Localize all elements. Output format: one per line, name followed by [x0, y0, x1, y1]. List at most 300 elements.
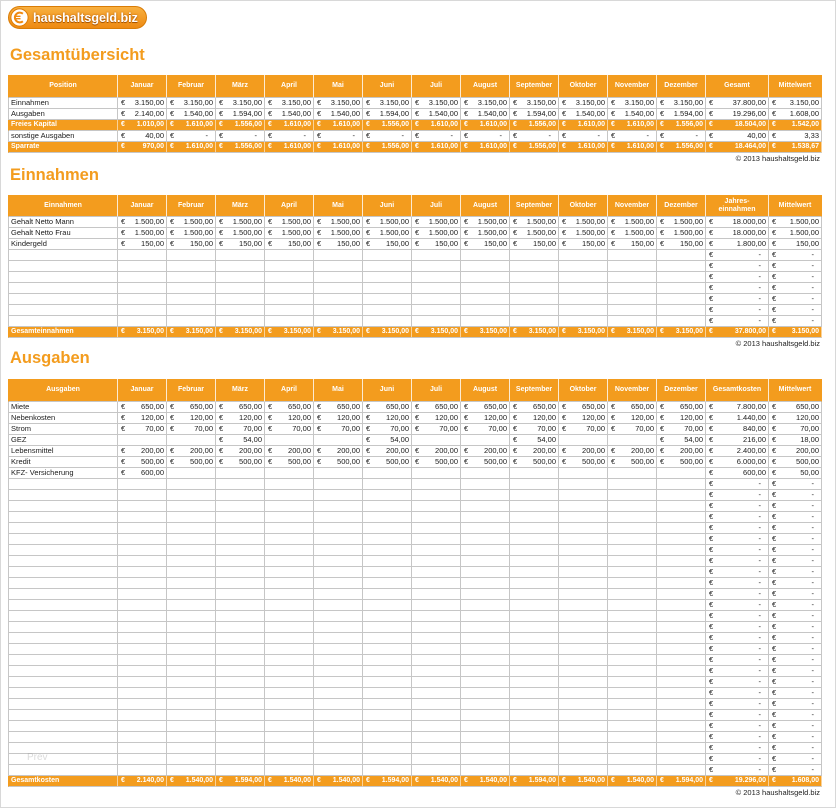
month-cell[interactable]	[657, 109, 706, 120]
month-cell[interactable]	[167, 721, 216, 732]
month-cell[interactable]	[510, 217, 559, 228]
month-cell[interactable]	[510, 688, 559, 699]
month-cell[interactable]	[657, 316, 706, 327]
column-header[interactable]: Juni	[363, 75, 412, 98]
month-cell[interactable]	[363, 327, 412, 338]
month-cell[interactable]	[412, 556, 461, 567]
month-cell[interactable]	[510, 677, 559, 688]
month-cell[interactable]	[314, 250, 363, 261]
month-cell[interactable]	[167, 490, 216, 501]
average-cell[interactable]	[769, 402, 822, 413]
month-cell[interactable]	[265, 776, 314, 787]
month-cell[interactable]	[216, 501, 265, 512]
month-cell[interactable]	[216, 754, 265, 765]
average-cell[interactable]	[769, 294, 822, 305]
month-cell[interactable]	[412, 261, 461, 272]
average-cell[interactable]	[769, 490, 822, 501]
month-cell[interactable]	[314, 743, 363, 754]
month-cell[interactable]	[608, 556, 657, 567]
month-cell[interactable]	[461, 710, 510, 721]
month-cell[interactable]	[461, 677, 510, 688]
average-cell[interactable]	[769, 446, 822, 457]
month-cell[interactable]	[608, 424, 657, 435]
month-cell[interactable]	[167, 523, 216, 534]
year-total-cell[interactable]	[706, 294, 769, 305]
month-cell[interactable]	[216, 732, 265, 743]
month-cell[interactable]	[412, 567, 461, 578]
month-cell[interactable]	[608, 490, 657, 501]
month-cell[interactable]	[412, 327, 461, 338]
month-cell[interactable]	[657, 228, 706, 239]
month-cell[interactable]	[608, 765, 657, 776]
column-header[interactable]: Januar	[118, 195, 167, 217]
month-cell[interactable]	[167, 567, 216, 578]
column-header[interactable]: April	[265, 379, 314, 402]
month-cell[interactable]	[510, 131, 559, 142]
month-cell[interactable]	[608, 261, 657, 272]
month-cell[interactable]	[167, 622, 216, 633]
month-cell[interactable]	[412, 611, 461, 622]
month-cell[interactable]	[118, 710, 167, 721]
month-cell[interactable]	[167, 479, 216, 490]
month-cell[interactable]	[657, 272, 706, 283]
month-cell[interactable]	[314, 446, 363, 457]
row-label-cell[interactable]	[8, 283, 118, 294]
average-cell[interactable]	[769, 228, 822, 239]
month-cell[interactable]	[461, 120, 510, 131]
month-cell[interactable]	[461, 446, 510, 457]
month-cell[interactable]	[510, 622, 559, 633]
month-cell[interactable]	[118, 556, 167, 567]
month-cell[interactable]	[314, 402, 363, 413]
month-cell[interactable]	[363, 468, 412, 479]
month-cell[interactable]	[510, 644, 559, 655]
month-cell[interactable]	[510, 699, 559, 710]
month-cell[interactable]	[363, 688, 412, 699]
month-cell[interactable]	[412, 131, 461, 142]
month-cell[interactable]	[461, 305, 510, 316]
month-cell[interactable]	[461, 545, 510, 556]
month-cell[interactable]	[510, 655, 559, 666]
month-cell[interactable]	[216, 424, 265, 435]
month-cell[interactable]	[216, 677, 265, 688]
month-cell[interactable]	[461, 732, 510, 743]
month-cell[interactable]	[314, 644, 363, 655]
prev-button[interactable]: Prev	[27, 752, 48, 763]
month-cell[interactable]	[363, 732, 412, 743]
month-cell[interactable]	[314, 435, 363, 446]
month-cell[interactable]	[265, 600, 314, 611]
average-cell[interactable]	[769, 666, 822, 677]
month-cell[interactable]	[363, 512, 412, 523]
month-cell[interactable]	[608, 283, 657, 294]
column-header[interactable]: Februar	[167, 379, 216, 402]
average-cell[interactable]	[769, 633, 822, 644]
month-cell[interactable]	[363, 217, 412, 228]
month-cell[interactable]	[412, 402, 461, 413]
month-cell[interactable]	[608, 611, 657, 622]
month-cell[interactable]	[461, 776, 510, 787]
month-cell[interactable]	[412, 534, 461, 545]
month-cell[interactable]	[167, 402, 216, 413]
row-label-cell[interactable]	[8, 567, 118, 578]
month-cell[interactable]	[167, 677, 216, 688]
month-cell[interactable]	[510, 468, 559, 479]
column-header[interactable]: Mittelwert	[769, 195, 822, 217]
month-cell[interactable]	[118, 294, 167, 305]
month-cell[interactable]	[412, 250, 461, 261]
month-cell[interactable]	[314, 327, 363, 338]
column-header[interactable]: September	[510, 195, 559, 217]
month-cell[interactable]	[118, 567, 167, 578]
month-cell[interactable]	[461, 316, 510, 327]
average-cell[interactable]	[769, 732, 822, 743]
month-cell[interactable]	[216, 468, 265, 479]
month-cell[interactable]	[657, 490, 706, 501]
month-cell[interactable]	[461, 633, 510, 644]
column-header[interactable]: März	[216, 379, 265, 402]
month-cell[interactable]	[461, 721, 510, 732]
month-cell[interactable]	[314, 217, 363, 228]
month-cell[interactable]	[314, 413, 363, 424]
average-cell[interactable]	[769, 501, 822, 512]
month-cell[interactable]	[363, 250, 412, 261]
month-cell[interactable]	[265, 479, 314, 490]
year-total-cell[interactable]	[706, 699, 769, 710]
month-cell[interactable]	[363, 677, 412, 688]
month-cell[interactable]	[608, 228, 657, 239]
month-cell[interactable]	[265, 743, 314, 754]
row-label-cell[interactable]: KFZ- Versicherung	[8, 468, 118, 479]
month-cell[interactable]	[314, 633, 363, 644]
month-cell[interactable]	[461, 512, 510, 523]
month-cell[interactable]	[363, 457, 412, 468]
month-cell[interactable]	[608, 710, 657, 721]
month-cell[interactable]	[363, 131, 412, 142]
month-cell[interactable]	[118, 250, 167, 261]
month-cell[interactable]	[510, 283, 559, 294]
month-cell[interactable]	[608, 479, 657, 490]
month-cell[interactable]	[167, 743, 216, 754]
month-cell[interactable]	[608, 743, 657, 754]
month-cell[interactable]	[461, 688, 510, 699]
month-cell[interactable]	[265, 501, 314, 512]
month-cell[interactable]	[265, 622, 314, 633]
year-total-cell[interactable]	[706, 424, 769, 435]
month-cell[interactable]	[118, 131, 167, 142]
month-cell[interactable]	[118, 688, 167, 699]
month-cell[interactable]	[265, 655, 314, 666]
month-cell[interactable]	[314, 765, 363, 776]
month-cell[interactable]	[608, 578, 657, 589]
column-header[interactable]: Position	[8, 75, 118, 98]
month-cell[interactable]	[167, 534, 216, 545]
month-cell[interactable]	[412, 545, 461, 556]
month-cell[interactable]	[412, 743, 461, 754]
month-cell[interactable]	[559, 228, 608, 239]
month-cell[interactable]	[363, 272, 412, 283]
month-cell[interactable]	[265, 294, 314, 305]
column-header[interactable]: März	[216, 195, 265, 217]
month-cell[interactable]	[265, 545, 314, 556]
month-cell[interactable]	[216, 611, 265, 622]
month-cell[interactable]	[559, 545, 608, 556]
month-cell[interactable]	[412, 272, 461, 283]
row-label-cell[interactable]: Strom	[8, 424, 118, 435]
month-cell[interactable]	[167, 512, 216, 523]
month-cell[interactable]	[265, 754, 314, 765]
month-cell[interactable]	[363, 699, 412, 710]
month-cell[interactable]	[118, 228, 167, 239]
month-cell[interactable]	[265, 283, 314, 294]
year-total-cell[interactable]	[706, 710, 769, 721]
month-cell[interactable]	[167, 688, 216, 699]
month-cell[interactable]	[559, 446, 608, 457]
month-cell[interactable]	[118, 655, 167, 666]
month-cell[interactable]	[412, 644, 461, 655]
month-cell[interactable]	[510, 490, 559, 501]
row-label-cell[interactable]: Lebensmittel	[8, 446, 118, 457]
month-cell[interactable]	[167, 644, 216, 655]
month-cell[interactable]	[167, 131, 216, 142]
average-cell[interactable]	[769, 435, 822, 446]
average-cell[interactable]	[769, 250, 822, 261]
row-label-cell[interactable]	[8, 743, 118, 754]
month-cell[interactable]	[265, 424, 314, 435]
month-cell[interactable]	[314, 754, 363, 765]
month-cell[interactable]	[363, 644, 412, 655]
month-cell[interactable]	[167, 732, 216, 743]
month-cell[interactable]	[461, 578, 510, 589]
row-label-cell[interactable]	[8, 611, 118, 622]
column-header[interactable]: Mai	[314, 195, 363, 217]
month-cell[interactable]	[510, 534, 559, 545]
month-cell[interactable]	[657, 567, 706, 578]
month-cell[interactable]	[657, 578, 706, 589]
month-cell[interactable]	[657, 743, 706, 754]
month-cell[interactable]	[363, 600, 412, 611]
month-cell[interactable]	[216, 589, 265, 600]
month-cell[interactable]	[118, 413, 167, 424]
month-cell[interactable]	[657, 721, 706, 732]
month-cell[interactable]	[363, 776, 412, 787]
month-cell[interactable]	[510, 98, 559, 109]
month-cell[interactable]	[510, 545, 559, 556]
month-cell[interactable]	[216, 688, 265, 699]
month-cell[interactable]	[608, 523, 657, 534]
month-cell[interactable]	[559, 644, 608, 655]
month-cell[interactable]	[608, 732, 657, 743]
average-cell[interactable]	[769, 131, 822, 142]
year-total-cell[interactable]	[706, 98, 769, 109]
month-cell[interactable]	[216, 316, 265, 327]
row-label-cell[interactable]	[8, 501, 118, 512]
column-header[interactable]: April	[265, 75, 314, 98]
month-cell[interactable]	[657, 523, 706, 534]
average-cell[interactable]	[769, 655, 822, 666]
month-cell[interactable]	[559, 688, 608, 699]
month-cell[interactable]	[461, 131, 510, 142]
month-cell[interactable]	[167, 294, 216, 305]
month-cell[interactable]	[216, 600, 265, 611]
year-total-cell[interactable]	[706, 142, 769, 153]
row-label-cell[interactable]: Ausgaben	[8, 109, 118, 120]
month-cell[interactable]	[363, 228, 412, 239]
year-total-cell[interactable]	[706, 644, 769, 655]
month-cell[interactable]	[510, 120, 559, 131]
month-cell[interactable]	[216, 446, 265, 457]
month-cell[interactable]	[363, 556, 412, 567]
month-cell[interactable]	[216, 294, 265, 305]
month-cell[interactable]	[265, 534, 314, 545]
month-cell[interactable]	[265, 250, 314, 261]
row-label-cell[interactable]: Gehalt Netto Mann	[8, 217, 118, 228]
column-header[interactable]: Februar	[167, 75, 216, 98]
month-cell[interactable]	[657, 435, 706, 446]
average-cell[interactable]	[769, 479, 822, 490]
year-total-cell[interactable]	[706, 228, 769, 239]
month-cell[interactable]	[461, 239, 510, 250]
month-cell[interactable]	[363, 424, 412, 435]
row-label-cell[interactable]	[8, 305, 118, 316]
month-cell[interactable]	[363, 622, 412, 633]
year-total-cell[interactable]	[706, 721, 769, 732]
row-label-cell[interactable]	[8, 600, 118, 611]
month-cell[interactable]	[314, 776, 363, 787]
month-cell[interactable]	[167, 633, 216, 644]
month-cell[interactable]	[265, 567, 314, 578]
month-cell[interactable]	[461, 622, 510, 633]
month-cell[interactable]	[559, 754, 608, 765]
month-cell[interactable]	[167, 545, 216, 556]
column-header[interactable]: Oktober	[559, 195, 608, 217]
month-cell[interactable]	[461, 272, 510, 283]
month-cell[interactable]	[608, 600, 657, 611]
month-cell[interactable]	[314, 501, 363, 512]
month-cell[interactable]	[314, 131, 363, 142]
row-label-cell[interactable]	[8, 250, 118, 261]
row-label-cell[interactable]	[8, 732, 118, 743]
row-label-cell[interactable]	[8, 294, 118, 305]
month-cell[interactable]	[461, 589, 510, 600]
row-label-cell[interactable]	[8, 261, 118, 272]
month-cell[interactable]	[510, 512, 559, 523]
month-cell[interactable]	[657, 688, 706, 699]
month-cell[interactable]	[559, 261, 608, 272]
column-header[interactable]: November	[608, 75, 657, 98]
month-cell[interactable]	[510, 228, 559, 239]
month-cell[interactable]	[657, 699, 706, 710]
month-cell[interactable]	[608, 131, 657, 142]
month-cell[interactable]	[559, 316, 608, 327]
month-cell[interactable]	[216, 272, 265, 283]
month-cell[interactable]	[412, 677, 461, 688]
column-header[interactable]: Juli	[412, 379, 461, 402]
year-total-cell[interactable]	[706, 468, 769, 479]
month-cell[interactable]	[216, 776, 265, 787]
month-cell[interactable]	[510, 294, 559, 305]
month-cell[interactable]	[167, 98, 216, 109]
month-cell[interactable]	[510, 732, 559, 743]
month-cell[interactable]	[461, 435, 510, 446]
month-cell[interactable]	[314, 109, 363, 120]
month-cell[interactable]	[314, 622, 363, 633]
month-cell[interactable]	[118, 501, 167, 512]
month-cell[interactable]	[265, 109, 314, 120]
year-total-cell[interactable]	[706, 446, 769, 457]
month-cell[interactable]	[265, 457, 314, 468]
month-cell[interactable]	[265, 666, 314, 677]
month-cell[interactable]	[657, 327, 706, 338]
month-cell[interactable]	[657, 446, 706, 457]
month-cell[interactable]	[363, 294, 412, 305]
year-total-cell[interactable]	[706, 435, 769, 446]
month-cell[interactable]	[118, 545, 167, 556]
average-cell[interactable]	[769, 217, 822, 228]
month-cell[interactable]	[118, 512, 167, 523]
month-cell[interactable]	[314, 239, 363, 250]
column-header[interactable]: Oktober	[559, 75, 608, 98]
month-cell[interactable]	[363, 239, 412, 250]
month-cell[interactable]	[314, 721, 363, 732]
month-cell[interactable]	[657, 754, 706, 765]
month-cell[interactable]	[167, 142, 216, 153]
month-cell[interactable]	[608, 567, 657, 578]
month-cell[interactable]	[265, 131, 314, 142]
average-cell[interactable]	[769, 699, 822, 710]
month-cell[interactable]	[559, 217, 608, 228]
month-cell[interactable]	[559, 457, 608, 468]
month-cell[interactable]	[510, 457, 559, 468]
month-cell[interactable]	[363, 754, 412, 765]
row-label-cell[interactable]	[8, 622, 118, 633]
month-cell[interactable]	[363, 765, 412, 776]
month-cell[interactable]	[412, 721, 461, 732]
month-cell[interactable]	[412, 512, 461, 523]
row-label-cell[interactable]	[8, 578, 118, 589]
year-total-cell[interactable]	[706, 501, 769, 512]
month-cell[interactable]	[216, 435, 265, 446]
month-cell[interactable]	[412, 699, 461, 710]
average-cell[interactable]	[769, 677, 822, 688]
month-cell[interactable]	[118, 283, 167, 294]
column-header[interactable]: August	[461, 379, 510, 402]
month-cell[interactable]	[559, 327, 608, 338]
month-cell[interactable]	[363, 120, 412, 131]
month-cell[interactable]	[265, 402, 314, 413]
month-cell[interactable]	[412, 622, 461, 633]
month-cell[interactable]	[118, 305, 167, 316]
month-cell[interactable]	[216, 534, 265, 545]
month-cell[interactable]	[510, 776, 559, 787]
month-cell[interactable]	[363, 567, 412, 578]
month-cell[interactable]	[216, 710, 265, 721]
month-cell[interactable]	[559, 272, 608, 283]
average-cell[interactable]	[769, 545, 822, 556]
month-cell[interactable]	[118, 732, 167, 743]
column-header[interactable]: März	[216, 75, 265, 98]
row-label-cell[interactable]: Miete	[8, 402, 118, 413]
year-total-cell[interactable]	[706, 512, 769, 523]
month-cell[interactable]	[461, 743, 510, 754]
month-cell[interactable]	[118, 754, 167, 765]
month-cell[interactable]	[167, 305, 216, 316]
row-label-cell[interactable]	[8, 688, 118, 699]
month-cell[interactable]	[363, 534, 412, 545]
month-cell[interactable]	[216, 655, 265, 666]
month-cell[interactable]	[265, 556, 314, 567]
month-cell[interactable]	[314, 666, 363, 677]
